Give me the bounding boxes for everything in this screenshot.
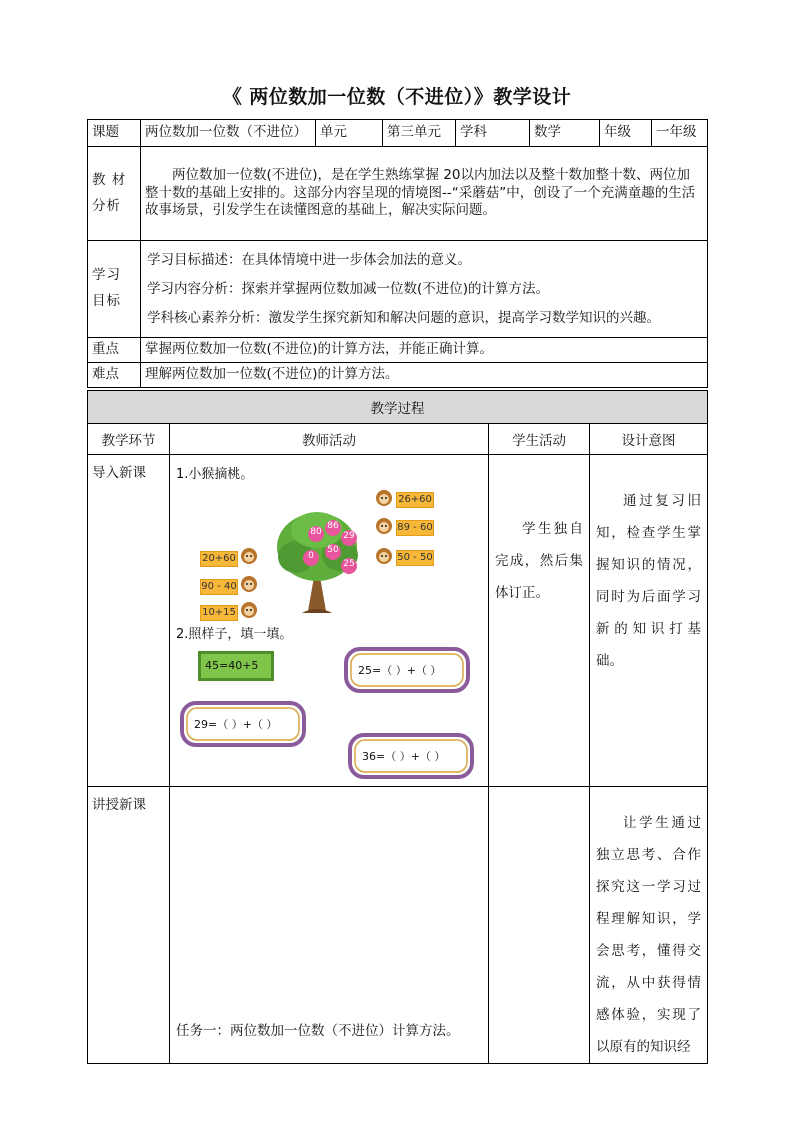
goals-label — [88, 241, 141, 338]
unit-label: 单元 — [316, 120, 383, 147]
example-box: 45=40+5 — [198, 651, 274, 681]
intro-stage: 导入新课 — [88, 455, 170, 787]
new-teacher-cell — [170, 787, 489, 1064]
new-stage: 讲授新课 — [88, 787, 170, 1064]
goals-label-line2: 目标 — [92, 293, 121, 309]
peach: 86 — [324, 519, 342, 541]
subject-label: 学科 — [456, 120, 530, 147]
monkey-icon — [240, 575, 258, 593]
analysis-label — [88, 147, 141, 241]
goals-row — [88, 241, 708, 338]
goal-line-3: 学科核心素养分析：激发学生探究新知和解决问题的意识，提高学习数学知识的兴趣。 — [147, 309, 660, 326]
intro-item2: 2.照样子，填一填。 — [176, 627, 293, 642]
unit-value: 第三单元 — [383, 120, 456, 147]
col-student: 学生活动 — [489, 424, 590, 455]
monkey-peach-picture — [170, 485, 489, 618]
key-point-text: 掌握两位数加一位数(不进位)的计算方法，并能正确计算。 — [141, 338, 708, 363]
header-row — [88, 120, 708, 147]
peach: 80 — [307, 525, 325, 547]
key-point-label: 重点 — [88, 338, 141, 363]
difficulty-text: 理解两位数加一位数(不进位)的计算方法。 — [141, 363, 708, 388]
monkey-icon — [375, 547, 393, 565]
goals-text — [141, 241, 708, 338]
topic-value: 两位数加一位数（不进位） — [141, 120, 316, 147]
process-heading-row — [88, 391, 708, 424]
expression-tag: 20+60 — [200, 551, 238, 567]
analysis-label-line1: 教 材 — [92, 171, 127, 188]
col-teacher: 教师活动 — [170, 424, 489, 455]
intro-row — [88, 455, 708, 787]
document-title: 《 两位数加一位数（不进位）》教学设计 — [222, 86, 572, 108]
grade-value: 一年级 — [652, 120, 708, 147]
analysis-text: 两位数加一位数(不进位)，是在学生熟练掌握 20以内加法以及整十数加整十数、两位加整十数的基础上安排的。这部分内容呈现的情境图--“采蘑菇”中，创设了一个充满童趣的生活故事场景，引发学生在读懂图意的基础上，解决实际问题。 — [141, 147, 708, 241]
intro-item1: 1.小猴摘桃。 — [176, 467, 254, 482]
analysis-row — [88, 147, 708, 241]
expression-tag: 89 - 60 — [396, 520, 434, 536]
new-intent: 让学生通过独立思考、合作探究这一学习过程理解知识，学会思考，懂得交流，从中获得情感体验，实现了以原有的知识经 — [590, 787, 708, 1064]
grade-label: 年级 — [600, 120, 652, 147]
goals-label-line1: 学习 — [92, 267, 121, 284]
peach: 25 — [340, 557, 358, 579]
peach: 29 — [340, 529, 358, 551]
expression-tag: 90 - 40 — [200, 579, 238, 595]
intro-student: 学生独自完成，然后集体订正。 — [489, 455, 590, 787]
expression-tag: 50 - 50 — [396, 550, 434, 566]
task-one: 任务一：两位数加一位数（不进位）计算方法。 — [176, 1023, 460, 1039]
analysis-label-line2: 分析 — [92, 197, 121, 214]
col-stage: 教学环节 — [88, 424, 170, 455]
new-student-cell — [489, 787, 590, 1064]
monkey-icon — [375, 517, 393, 535]
frame-equation-2: 29=（ ）+（ ） — [194, 718, 278, 731]
expression-tag: 26+60 — [396, 492, 434, 508]
difficulty-label: 难点 — [88, 363, 141, 388]
info-table — [87, 119, 708, 388]
intro-intent: 通过复习旧知，检查学生掌握知识的情况，同时为后面学习新的知识打基础。 — [590, 455, 708, 787]
frame-equation-1: 25=（ ）+（ ） — [358, 664, 442, 677]
monkey-icon — [375, 489, 393, 507]
subject-value: 数学 — [530, 120, 600, 147]
process-columns-row — [88, 424, 708, 455]
new-lesson-row — [88, 787, 708, 1064]
intro-teacher-cell — [170, 455, 489, 787]
process-table — [87, 390, 708, 1064]
frame-equation-3: 36=（ ）+（ ） — [362, 750, 446, 763]
peach: 50 — [324, 543, 342, 565]
expression-tag: 10+15 — [200, 605, 238, 621]
col-intent: 设计意图 — [590, 424, 708, 455]
monkey-icon — [240, 547, 258, 565]
goal-line-1: 学习目标描述：在具体情境中进一步体会加法的意义。 — [147, 251, 471, 268]
topic-label: 课题 — [88, 120, 141, 147]
monkey-icon — [240, 601, 258, 619]
key-point-row — [88, 338, 708, 363]
difficulty-row — [88, 363, 708, 388]
goal-line-2: 学习内容分析：探索并掌握两位数加减一位数(不进位)的计算方法。 — [147, 280, 550, 297]
peach: 0 — [302, 549, 320, 571]
process-heading: 教学过程 — [88, 391, 708, 424]
